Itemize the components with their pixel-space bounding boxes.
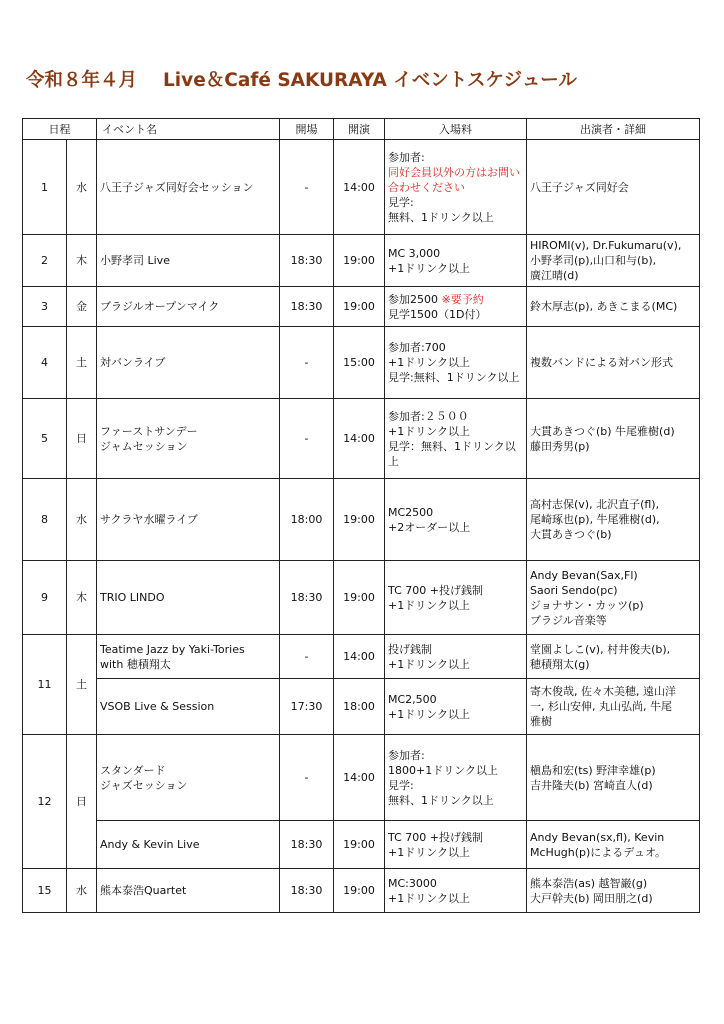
row-open: -	[280, 635, 334, 679]
row-open: 17:30	[280, 679, 334, 735]
performer-line: Andy Bevan(Sax,Fl)	[530, 568, 638, 582]
fee-reservation-note: ※要予約	[441, 292, 484, 306]
fee-line: MC 3,000	[388, 246, 441, 260]
table-row	[23, 869, 700, 913]
row-performers	[527, 479, 700, 561]
row-performers	[527, 140, 700, 235]
header-date: 日程	[23, 119, 97, 140]
performer-line: 寄木俊哉, 佐々木美穂, 遠山洋	[530, 685, 676, 698]
row-fee	[385, 287, 527, 327]
fee-line: TC 700 +投げ銭制	[388, 830, 483, 844]
fee-line: +1ドリンク以上	[388, 845, 470, 859]
row-day: 2	[23, 235, 67, 287]
table-row	[23, 635, 700, 679]
fee-line: 参加者:２５００	[388, 409, 469, 423]
fee-line: +1ドリンク以上	[388, 261, 470, 275]
table-row	[23, 327, 700, 399]
row-performers	[527, 327, 700, 399]
fee-note: 同好会員以外の方はお問い合わせください	[388, 165, 520, 194]
row-day: 8	[23, 479, 67, 561]
row-weekday: 水	[67, 869, 97, 913]
row-event: サクラヤ水曜ライブ	[97, 479, 280, 561]
header-event: イベント名	[97, 119, 280, 140]
schedule-table	[22, 118, 700, 913]
row-event: 対バンライブ	[97, 327, 280, 399]
fee-line: +1ドリンク以上	[388, 891, 470, 905]
row-fee	[385, 869, 527, 913]
performer-line: HIROMI(v), Dr.Fukumaru(v),	[530, 239, 682, 252]
row-weekday: 木	[67, 561, 97, 635]
fee-line: MC2500	[388, 505, 434, 519]
row-fee	[385, 479, 527, 561]
event-line: ファーストサンデー	[100, 424, 198, 438]
header-open: 開場	[280, 119, 334, 140]
event-line: Teatime Jazz by Yaki-Tories	[100, 642, 245, 656]
event-line: ジャズセッション	[100, 778, 188, 792]
row-event	[97, 735, 280, 821]
row-weekday: 土	[67, 635, 97, 735]
title-month: 令和８年４月	[26, 70, 138, 91]
row-open: -	[280, 735, 334, 821]
row-start: 19:00	[334, 561, 385, 635]
fee-line: +1ドリンク以上	[388, 598, 470, 612]
performer-line: 大貫あきつぐ(b)	[530, 528, 612, 541]
fee-line: 見学1500（1D付）	[388, 307, 487, 321]
row-open: 18:30	[280, 561, 334, 635]
fee-line: 見学:無料、1ドリンク以上	[388, 371, 520, 384]
row-event: 熊本泰浩Quartet	[97, 869, 280, 913]
row-start: 14:00	[334, 635, 385, 679]
row-event	[97, 679, 280, 735]
row-start: 18:00	[334, 679, 385, 735]
row-weekday: 水	[67, 140, 97, 235]
row-open: 18:30	[280, 235, 334, 287]
performer-line: 雅樹	[530, 715, 552, 728]
row-open: 18:00	[280, 479, 334, 561]
performer-line: 小野孝司(p),山口和与(b),	[530, 254, 657, 267]
performer-line: 廣江晴(d)	[530, 269, 579, 282]
performer-line: 複数バンドによる対バン形式	[530, 356, 673, 369]
row-fee	[385, 140, 527, 235]
table-row	[23, 235, 700, 287]
table-row	[23, 287, 700, 327]
row-fee	[385, 635, 527, 679]
fee-line: +2オーダー以上	[388, 520, 471, 534]
row-weekday: 日	[67, 399, 97, 479]
row-fee	[385, 735, 527, 821]
row-fee	[385, 327, 527, 399]
row-performers	[527, 235, 700, 287]
performer-line: ブラジル音楽等	[530, 613, 607, 627]
header-start: 開演	[334, 119, 385, 140]
fee-line: 投げ銭制	[388, 642, 432, 656]
performer-line: Saori Sendo(pc)	[530, 583, 618, 597]
row-weekday: 金	[67, 287, 97, 327]
performer-line: 吉井隆夫(b) 宮崎直人(d)	[530, 778, 653, 792]
performer-line: ジョナサン・カッツ(p)	[530, 598, 644, 612]
row-start: 19:00	[334, 479, 385, 561]
fee-participant: 参加2500	[388, 292, 438, 306]
performer-line: 鈴木厚志(p), あきこまる(MC)	[530, 300, 678, 313]
row-event	[97, 635, 280, 679]
performer-line: 槇島和宏(ts) 野津幸雄(p)	[530, 763, 656, 777]
fee-line: 参加者:	[388, 150, 425, 164]
row-performers	[527, 635, 700, 679]
fee-line: 無料、1ドリンク以上	[388, 793, 494, 807]
row-fee	[385, 561, 527, 635]
row-day: 15	[23, 869, 67, 913]
fee-line: 1800+1ドリンク以上	[388, 763, 498, 777]
performer-line: Andy Bevan(sx,fl), Kevin	[530, 830, 665, 844]
event-line: Andy & Kevin Live	[100, 838, 200, 851]
row-event: 八王子ジャズ同好会セッション	[97, 140, 280, 235]
fee-line: +1ドリンク以上	[388, 424, 470, 438]
fee-line: +1ドリンク以上	[388, 356, 470, 369]
row-performers	[527, 869, 700, 913]
fee-line	[388, 292, 523, 307]
row-event: 小野孝司 Live	[97, 235, 280, 287]
row-start: 14:00	[334, 735, 385, 821]
row-event	[97, 399, 280, 479]
row-performers	[527, 735, 700, 821]
row-start: 19:00	[334, 235, 385, 287]
event-line: スタンダード	[100, 763, 166, 777]
fee-line: +1ドリンク以上	[388, 657, 470, 671]
row-start: 19:00	[334, 869, 385, 913]
fee-line: 見学：無料、1ドリンク以上	[388, 439, 516, 468]
header-performers: 出演者・詳細	[527, 119, 700, 140]
row-performers	[527, 287, 700, 327]
row-event	[97, 821, 280, 869]
row-open: 18:30	[280, 869, 334, 913]
row-open: 18:30	[280, 287, 334, 327]
performer-line: 藤田秀男(p)	[530, 439, 590, 453]
row-fee	[385, 399, 527, 479]
table-row	[23, 399, 700, 479]
title-venue: Live＆Café SAKURAYA イベントスケジュール	[163, 70, 577, 91]
performer-line: 堂園よしこ(v), 村井俊夫(b),	[530, 642, 671, 656]
fee-line: 参加者:	[388, 748, 425, 762]
row-day: 11	[23, 635, 67, 735]
fee-line: +1ドリンク以上	[388, 707, 470, 721]
fee-line: MC2,500	[388, 692, 437, 706]
table-row	[23, 479, 700, 561]
page-title	[26, 66, 577, 92]
row-weekday: 土	[67, 327, 97, 399]
row-event: ブラジルオープンマイク	[97, 287, 280, 327]
row-day: 4	[23, 327, 67, 399]
row-day: 9	[23, 561, 67, 635]
row-start: 15:00	[334, 327, 385, 399]
event-line: with 穂積翔太	[100, 657, 171, 671]
row-open: -	[280, 327, 334, 399]
performer-line: 穂積翔太(g)	[530, 657, 590, 671]
row-performers	[527, 679, 700, 735]
performer-line: 高村志保(v), 北沢直子(fl),	[530, 498, 660, 511]
row-open: -	[280, 399, 334, 479]
row-fee	[385, 679, 527, 735]
row-performers	[527, 399, 700, 479]
row-weekday: 木	[67, 235, 97, 287]
event-line: ジャムセッション	[100, 439, 188, 453]
row-weekday: 水	[67, 479, 97, 561]
fee-line: 見学:	[388, 195, 414, 209]
table-row	[23, 140, 700, 235]
row-performers	[527, 561, 700, 635]
performer-line: 八王子ジャズ同好会	[530, 180, 629, 194]
row-weekday: 日	[67, 735, 97, 869]
header-row	[23, 119, 700, 140]
performer-line: 大貫あきつぐ(b) 牛尾雅樹(d)	[530, 424, 675, 438]
row-day: 5	[23, 399, 67, 479]
row-open: -	[280, 140, 334, 235]
performer-line: 熊本泰浩(as) 越智巌(g)	[530, 876, 648, 890]
row-day: 3	[23, 287, 67, 327]
table-row	[23, 561, 700, 635]
performer-line: 大戸幹夫(b) 岡田朋之(d)	[530, 891, 653, 905]
row-start: 14:00	[334, 140, 385, 235]
header-fee: 入場料	[385, 119, 527, 140]
row-day: 1	[23, 140, 67, 235]
row-event: TRIO LINDO	[97, 561, 280, 635]
performer-line: 一, 杉山安伸, 丸山弘尚, 牛尾	[530, 700, 672, 713]
row-performers	[527, 821, 700, 869]
table-row	[23, 735, 700, 821]
row-fee	[385, 821, 527, 869]
fee-line: MC:3000	[388, 876, 437, 890]
fee-line: TC 700 +投げ銭制	[388, 583, 483, 597]
row-start: 19:00	[334, 821, 385, 869]
fee-line: 参加者:700	[388, 341, 446, 354]
fee-line: 無料、1ドリンク以上	[388, 210, 494, 224]
row-day: 12	[23, 735, 67, 869]
row-open: 18:30	[280, 821, 334, 869]
event-line: VSOB Live & Session	[100, 700, 215, 713]
table-row	[23, 821, 700, 869]
row-start: 14:00	[334, 399, 385, 479]
row-start: 19:00	[334, 287, 385, 327]
performer-line: McHugh(p)によるデュオ。	[530, 845, 666, 859]
row-fee	[385, 235, 527, 287]
table-row	[23, 679, 700, 735]
performer-line: 尾崎琢也(p), 牛尾雅樹(d),	[530, 513, 660, 526]
fee-line: 見学:	[388, 778, 414, 792]
